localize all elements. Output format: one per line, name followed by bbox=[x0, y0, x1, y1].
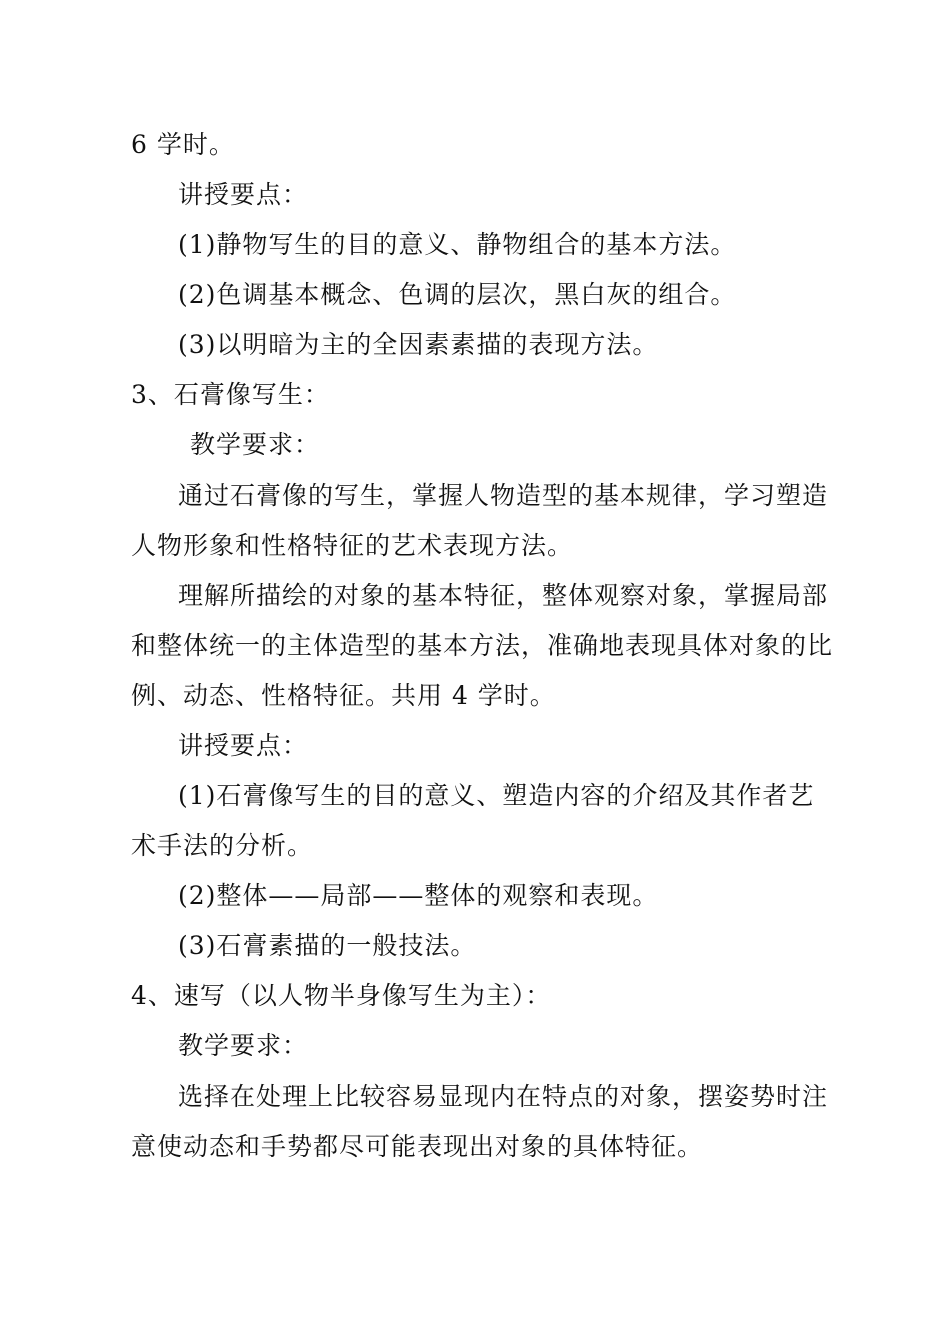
text-line: 教学要求： bbox=[190, 430, 321, 459]
text-line: 通过石膏像的写生，掌握人物造型的基本规律，学习塑造 bbox=[178, 481, 829, 510]
text-line: 和整体统一的主体造型的基本方法，准确地表现具体对象的比 bbox=[131, 631, 834, 660]
text-line: (1)石膏像写生的目的意义、塑造内容的介绍及其作者艺 bbox=[178, 781, 815, 810]
text-line: 讲授要点： bbox=[178, 180, 309, 209]
text-line: (3)以明暗为主的全因素素描的表现方法。 bbox=[178, 330, 659, 359]
section-heading: 4、速写（以人物半身像写生为主）： bbox=[131, 981, 552, 1010]
text-line: 术手法的分析。 bbox=[131, 831, 314, 860]
text-line: 6 学时。 bbox=[131, 130, 235, 159]
section-heading: 3、石膏像写生： bbox=[131, 380, 330, 409]
text-line: (3)石膏素描的一般技法。 bbox=[178, 931, 477, 960]
text-line: 例、动态、性格特征。共用 4 学时。 bbox=[131, 681, 556, 710]
text-line: 教学要求： bbox=[178, 1031, 309, 1060]
text-line: (2)色调基本概念、色调的层次，黑白灰的组合。 bbox=[178, 280, 737, 309]
text-line: (1)静物写生的目的意义、静物组合的基本方法。 bbox=[178, 230, 737, 259]
text-line: 意使动态和手势都尽可能表现出对象的具体特征。 bbox=[131, 1132, 704, 1161]
text-line: 讲授要点： bbox=[178, 731, 309, 760]
text-line: 理解所描绘的对象的基本特征，整体观察对象，掌握局部 bbox=[178, 581, 829, 610]
text-line: 人物形象和性格特征的艺术表现方法。 bbox=[131, 531, 574, 560]
text-line: (2)整体——局部——整体的观察和表现。 bbox=[178, 881, 659, 910]
text-line: 选择在处理上比较容易显现内在特点的对象，摆姿势时注 bbox=[178, 1082, 829, 1111]
